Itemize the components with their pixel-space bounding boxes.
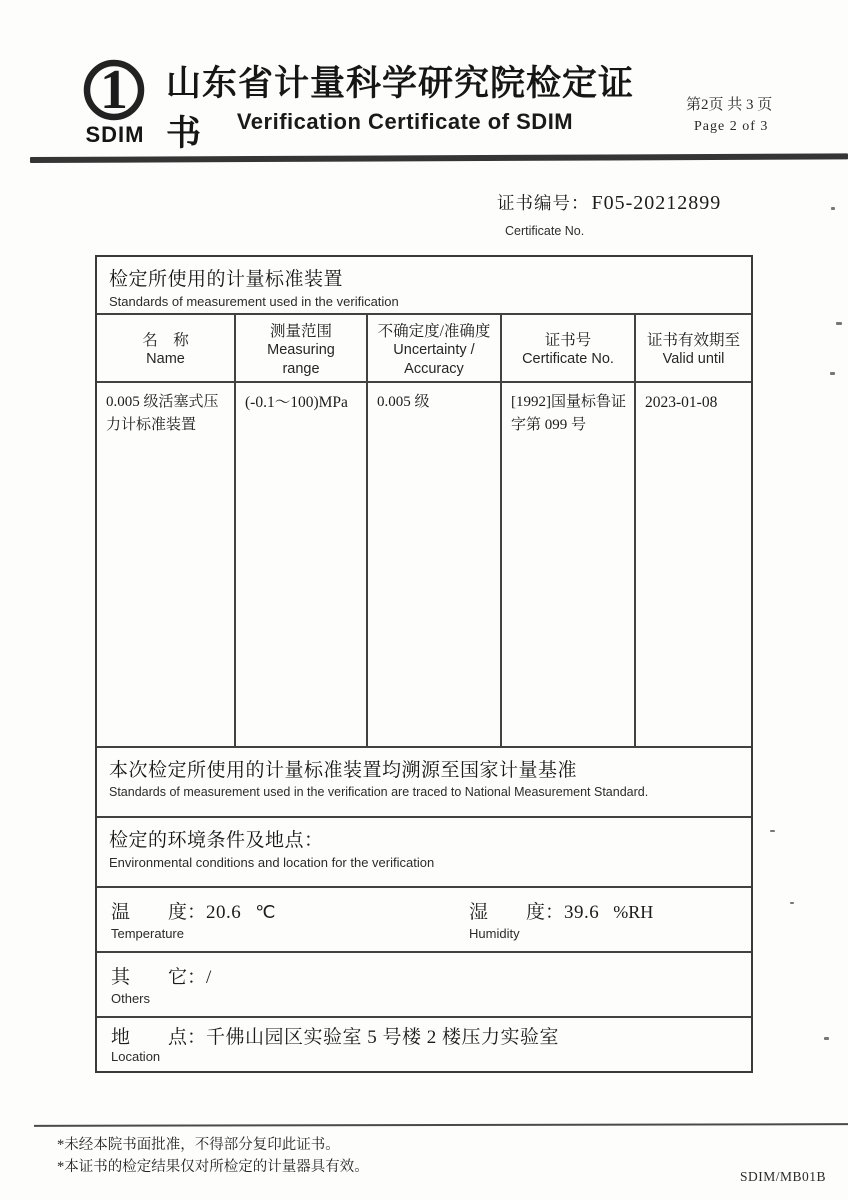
sdim-logo-icon [78, 52, 162, 148]
traceability-title-cn: 本次检定所使用的计量标准装置均溯源至国家计量基准 [109, 760, 578, 781]
location-value: 千佛山园区实验室 5 号楼 2 楼压力实验室 [206, 1027, 560, 1048]
location-block [97, 1018, 751, 1064]
col-header-accuracy-cn: 不确定度/准确度 [377, 323, 491, 340]
page-subtitle: Verification Certificate of SDIM [236, 109, 574, 134]
location-row [97, 1018, 751, 1071]
humidity-label-en: Humidity [469, 926, 520, 941]
form-code: SDIM/MB01B [740, 1169, 827, 1184]
scan-speck [831, 207, 835, 210]
standards-title-cn: 检定所使用的计量标准装置 [109, 269, 344, 290]
cell-standard-name: 0.005 级活塞式压力计标准装置 [106, 394, 219, 434]
col-header-accuracy-en: Uncertainty / Accuracy [393, 342, 475, 377]
col-header-range-cn: 测量范围 [269, 323, 332, 340]
col-header-certno-en: Certificate No. [522, 351, 614, 368]
environment-title-cn: 检定的环境条件及地点： [109, 830, 324, 851]
scan-speck [770, 830, 775, 832]
temperature-humidity-row [97, 888, 751, 953]
location-label-cn: 地 点： [111, 1027, 207, 1048]
page-number-block [686, 95, 772, 137]
others-value: / [206, 967, 212, 988]
col-header-validuntil [634, 315, 751, 383]
certificate-number-value: F05-20212899 [591, 192, 722, 214]
footnote-2: *本证书的检定结果仅对所检定的计量器具有效。 [57, 1159, 369, 1175]
traceability-title-en: Standards of measurement used in the verification are traced to National Measurement Standard. [109, 785, 649, 799]
col-header-certno [500, 315, 634, 383]
temperature-unit: ℃ [255, 902, 276, 922]
header-divider [30, 153, 848, 163]
temperature-value: 20.6 [206, 902, 242, 923]
humidity-value: 39.6 [564, 902, 600, 923]
footer-divider [34, 1123, 848, 1127]
humidity-label-cn: 湿 度： [469, 902, 565, 923]
col-header-accuracy [366, 315, 500, 383]
logo-text: SDIM [85, 122, 145, 147]
footnotes [57, 1134, 369, 1178]
page-title: 山东省计量科学研究院检定证书 [166, 64, 635, 153]
cell-valid-until: 2023-01-08 [634, 383, 751, 746]
certificate-body-table [95, 255, 753, 1073]
location-label-en: Location [111, 1049, 161, 1064]
footnote-1: *未经本院书面批准，不得部分复印此证书。 [57, 1137, 340, 1153]
standards-table-header-row [97, 315, 751, 383]
cell-accuracy: 0.005 级 [366, 383, 500, 746]
others-line [111, 962, 751, 989]
col-header-range [234, 315, 366, 383]
scan-speck [790, 902, 794, 904]
col-header-name [97, 315, 234, 383]
humidity-block [469, 897, 653, 941]
col-header-certno-cn: 证书号 [544, 332, 592, 350]
environment-section-header [97, 818, 751, 888]
cell-certificate-no: [1992]国量标鲁证字第 099 号 [500, 383, 634, 746]
traceability-section [97, 748, 751, 818]
temperature-label-cn: 温 度： [111, 902, 207, 923]
scan-speck [824, 1037, 829, 1040]
humidity-unit: %RH [613, 902, 654, 922]
page-number-en: Page 2 of 3 [694, 119, 769, 134]
others-block [97, 953, 751, 1006]
scan-speck [836, 322, 842, 325]
humidity-line [469, 897, 653, 924]
standards-title-en: Standards of measurement used in the verification [109, 294, 399, 309]
col-header-validuntil-en: Valid until [662, 351, 725, 368]
page-number-cn: 第2页 共 3 页 [686, 97, 773, 113]
others-label-en: Others [111, 991, 151, 1006]
temperature-line [111, 897, 751, 924]
col-header-name-en: Name [146, 351, 185, 368]
others-label-cn: 其 它： [111, 967, 207, 988]
standards-section-header [97, 257, 751, 315]
temperature-label-en: Temperature [111, 926, 184, 941]
certificate-number-line [497, 190, 721, 215]
standards-table-data-row [97, 383, 751, 748]
certificate-number-label-en: Certificate No. [505, 224, 585, 238]
environment-title-en: Environmental conditions and location for the verification [109, 855, 435, 870]
cell-measuring-range: (-0.1～100)MPa [234, 383, 366, 746]
location-line [111, 1022, 751, 1049]
col-header-validuntil-cn: 证书有效期至 [646, 332, 740, 350]
scan-speck [830, 372, 835, 375]
others-row [97, 953, 751, 1018]
col-header-name-cn: 名 称 [142, 332, 189, 350]
col-header-range-en: Measuring range [267, 342, 335, 377]
certificate-number-label: 证书编号： [497, 193, 590, 213]
logo-one-glyph: 1 [100, 59, 128, 121]
